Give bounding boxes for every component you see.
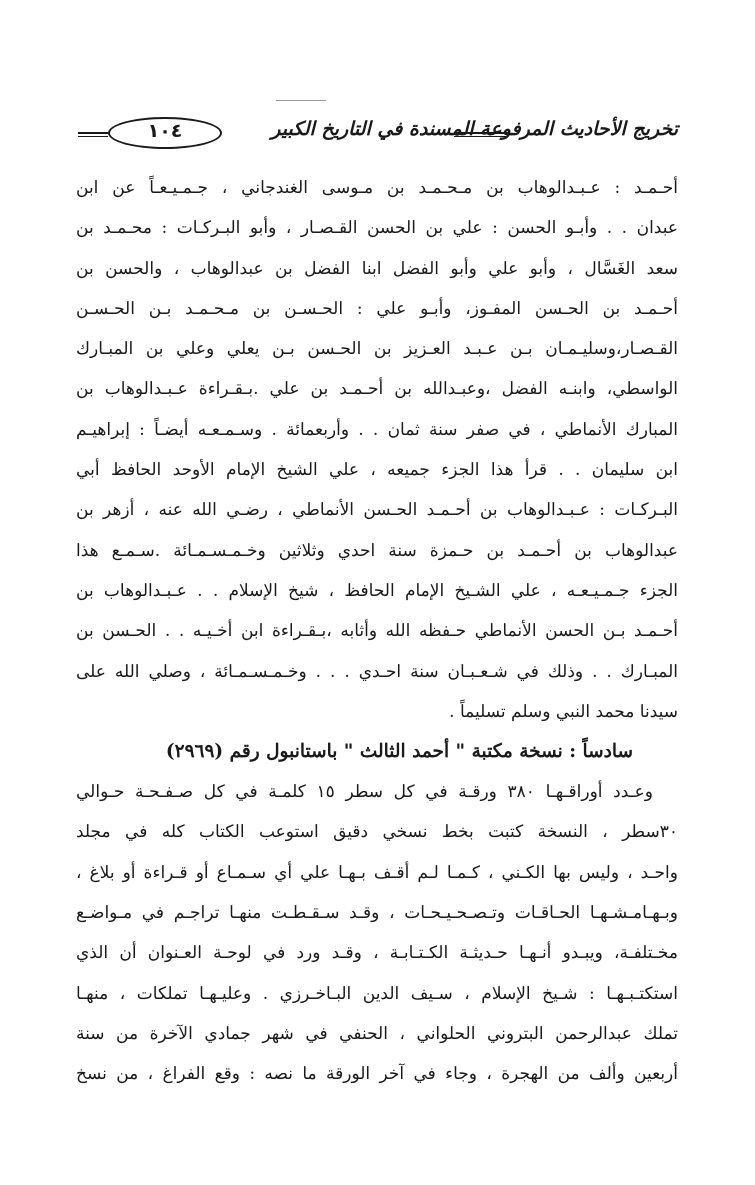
text-line: ابن سليمان . . قرأ هذا الجزء جميعه ، علي الشيخ الإمام الأوحد الحافظ أبي [76, 460, 678, 481]
text-line: تملك عبدالرحمن البتروني الحلواني ، الحنفي في شهر جمادي الآخرة من سنة [76, 1023, 678, 1044]
header-rule-right [454, 132, 508, 137]
text-line: أحـمـد : عـبـدالوهاب بن مـحـمـد بن مـوسى الغندجاني ، جـمـيـعـاً عن ابن [76, 178, 678, 198]
top-edge-mark [276, 100, 326, 101]
text-line: أربعين وألف من الهجرة ، وجاء في آخر الورقة ما نصه : وقع الفراغ ، من نسخ [76, 1064, 678, 1085]
text-line: سيدنا محمد النبي وسلم تسليماً . [449, 701, 678, 722]
text-line: استكتـبـهـا : شـيخ الإسلام ، سـيف الدين البـاخـرزي . وعليـهـا تملكات ، منهـا [76, 983, 678, 1004]
page-number-badge [108, 117, 454, 147]
text-line: سعد الغَسَّال ، وأبو علي وأبو الفضل ابنا الفضل بن عبدالوهاب ، والحسن بن [76, 258, 678, 279]
text-line: الجزء جـمـيـعـه ، علي الشـيخ الإمام الحافظ ، شيخ الإسلام . . عـبـدالوهاب بن [76, 580, 678, 601]
text-line: المبارك الأنماطي ، في صفر سنة ثمان . . وأربعمائة . وسـمـعـه أيضـاً : إبراهيـم [76, 419, 678, 440]
running-title: تخريج الأحاديث المرفوعة المسندة في التاريخ الكبير [271, 118, 678, 140]
section-heading: سادساً : نسخة مكتبة " أحمد الثالث " باستانبول رقم (٢٩٦٩) [165, 741, 633, 763]
text-line: عبدان . . وأبـو الحسن : علي بن الحسن القـصـار ، وأبو البـركـات : محـمـد بن [76, 218, 678, 239]
header-rule-left [78, 132, 108, 137]
text-line: أحـمـد بن الحـسن المفـوز، وأبـو علي : الحـسـن بن مـحـمـد بـن الحـسـن [76, 298, 678, 319]
paragraph-2 [76, 772, 678, 1094]
text-line: مخـتلفـة، ويبـدو أنـهـا حـديثـة الكـتـابـة ، وقـد ورد في لوحـة العـنوان أن الذي [76, 943, 678, 964]
text-line: واحـد ، وليس بها الكـني ، كـمـا لـم أقـف بـهـا علي أي سـمـاع أو قـراءة أو بلاغ ، [76, 862, 678, 883]
text-line: وبـهـامـشـهـا الحـاقـات وتـصـحـيـحـات ، وقـد سـقـطـت منهـا تراجـم في مـواضـع [76, 903, 678, 924]
text-line: أحـمـد بـن الحسن الأنماطي حـفظه الله وأثابه ،بـقـراءة ابن أخـيـه . . الحـسن بن [76, 621, 678, 642]
page-header [78, 110, 678, 154]
text-line: وعـدد أوراقـهـا ٣٨٠ ورقـة في كل سطر ١٥ كلمـة في كل صـفـحـة حـوالي [76, 782, 654, 803]
text-line: الواسطي، وابنـه الفضل ،وعبـدالله بن أحـمـد بن علي .بـقـراءة عـبـدالوهاب بن [76, 379, 678, 400]
paragraph-1 [76, 168, 678, 732]
text-line: عبدالوهاب بن أحـمـد بن حـمزة سنة احدي وثلاثين وخـمـسـمـائة .سـمـع هذا [76, 540, 678, 561]
text-line: ٣٠سطر ، النسخة كتبت بخط نسخي دقيق استوعب الكتاب كله في مجلد [76, 822, 678, 843]
page-body [76, 168, 678, 1095]
text-line: القـصـار،وسليـمـان بـن عـبـد العـزيز بن الحـسن بـن يعلي وعلي بن المبـارك [76, 339, 678, 360]
text-line: المبـارك . . وذلك في شـعـبـان سنة احـدي . . . وخـمـسـمـائة ، وصلي الله على [76, 661, 678, 682]
text-line: البـركـات : عـبـدالوهاب بن أحـمـد الحـسن الأنماطي ، رضـي الله عنه ، أزهر بن [76, 500, 678, 521]
page-number: ١٠٤ [147, 120, 183, 142]
